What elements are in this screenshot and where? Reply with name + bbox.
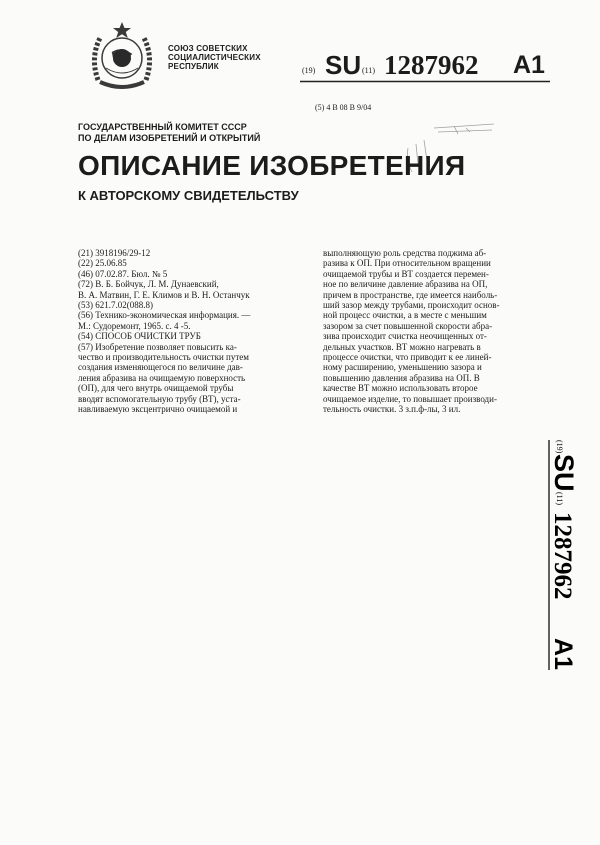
biblio-line: (21) 3918196/29-12 <box>78 248 151 258</box>
side-country: SU <box>549 454 579 492</box>
document-subtitle: К АВТОРСКОМУ СВИДЕТЕЛЬСТВУ <box>78 188 299 203</box>
abstract-line: вводят вспомогательную трубу (ВТ), уста- <box>78 393 241 404</box>
biblio-line: М.: Судоремонт, 1965. с. 4 -5. <box>78 320 191 331</box>
patent-number: 1287962 <box>384 50 479 80</box>
abstract-line: ления абразива на очищаемую поверхность <box>78 372 246 383</box>
org-line: СОЦИАЛИСТИЧЕСКИХ <box>168 53 261 62</box>
abstract-line: выполняющую роль средства поджима аб- <box>323 248 487 258</box>
abstract-line: ному расширению, уменьшению зазора и <box>323 362 482 373</box>
abstract-line: тельность очистки. 3 з.п.ф-лы, 3 ил. <box>323 404 461 415</box>
committee-line: ПО ДЕЛАМ ИЗОБРЕТЕНИЙ И ОТКРЫТИЙ <box>78 133 261 143</box>
left-column <box>78 248 300 415</box>
side-identifier <box>513 440 583 700</box>
country-code: SU <box>325 50 362 80</box>
abstract-line: очищаемое изделие, то повышает производи- <box>323 393 497 404</box>
org-name <box>168 44 261 71</box>
abstract-line: зазором за счет повышенной скорости абра- <box>323 320 493 331</box>
abstract-line: причем в пространстве, где имеется наиболь- <box>323 289 498 300</box>
abstract-line: очищаемой трубы и ВТ создается перемен- <box>323 268 489 279</box>
abstract-line: ной процесс очистки, а в месте с меньшим <box>323 310 487 321</box>
ussr-emblem-icon <box>84 18 160 96</box>
abstract-line: повышению давления абразива на ОП. В <box>323 372 480 383</box>
side-kind: A1 <box>549 638 577 670</box>
biblio-line: В. А. Матвин, Г. Е. Климов и В. Н. Останчук <box>78 289 250 300</box>
document-kind: A1 <box>513 51 545 79</box>
ipc-classification: (5) 4 В 08 В 9/04 <box>315 103 372 112</box>
abstract-line: (ОП), для чего внутрь очищаемой трубы <box>78 383 234 394</box>
side-code-19: (19) <box>555 440 564 454</box>
code-19: (19) <box>302 66 316 75</box>
abstract-line: зива происходит счистка неочищенных от- <box>323 331 487 342</box>
abstract-line: чество и производительность очистки путем <box>78 352 249 363</box>
abstract-line: процессе очистки, что приводит к ее линей- <box>323 352 492 363</box>
committee-line: ГОСУДАРСТВЕННЫЙ КОМИТЕТ СССР <box>78 122 247 132</box>
abstract-line: ное по величине давление абразива на ОП, <box>323 279 488 290</box>
code-11: (11) <box>362 66 376 75</box>
org-line: СОЮЗ СОВЕТСКИХ <box>168 44 248 53</box>
abstract-line: дельных участков. ВТ можно нагревать в <box>323 341 481 352</box>
side-code-11: (11) <box>555 492 564 506</box>
committee <box>78 122 260 144</box>
right-column <box>323 248 545 415</box>
document-title: ОПИСАНИЕ ИЗОБРЕТЕНИЯ <box>78 150 466 181</box>
biblio-line: (54) СПОСОБ ОЧИСТКИ ТРУБ <box>78 331 201 342</box>
abstract-line: разива к ОП. При относительном вращении <box>323 258 491 269</box>
side-patent-number: 1287962 <box>549 512 576 600</box>
org-line: РЕСПУБЛИК <box>168 62 219 71</box>
biblio-line: (72) В. Б. Бойчук, Л. М. Дунаевский, <box>78 279 219 290</box>
abstract-line: (57) Изобретение позволяет повысить ка- <box>78 341 237 352</box>
abstract-line: навливаемую эксцентрично очищаемой и <box>78 404 238 415</box>
abstract-line: ший зазор между трубами, происходит основ- <box>323 300 500 311</box>
biblio-line: (56) Технико-экономическая информация. — <box>78 310 251 321</box>
abstract-line: создания изменяющегося по величине дав- <box>78 362 243 373</box>
biblio-line: (46) 07.02.87. Бюл. № 5 <box>78 268 168 279</box>
header-rule <box>300 80 550 83</box>
biblio-line: (53) 621.7.02(088.8) <box>78 300 153 311</box>
biblio-line: (22) 25.06.85 <box>78 258 127 269</box>
abstract-line: качестве ВТ можно использовать второе <box>323 383 478 394</box>
